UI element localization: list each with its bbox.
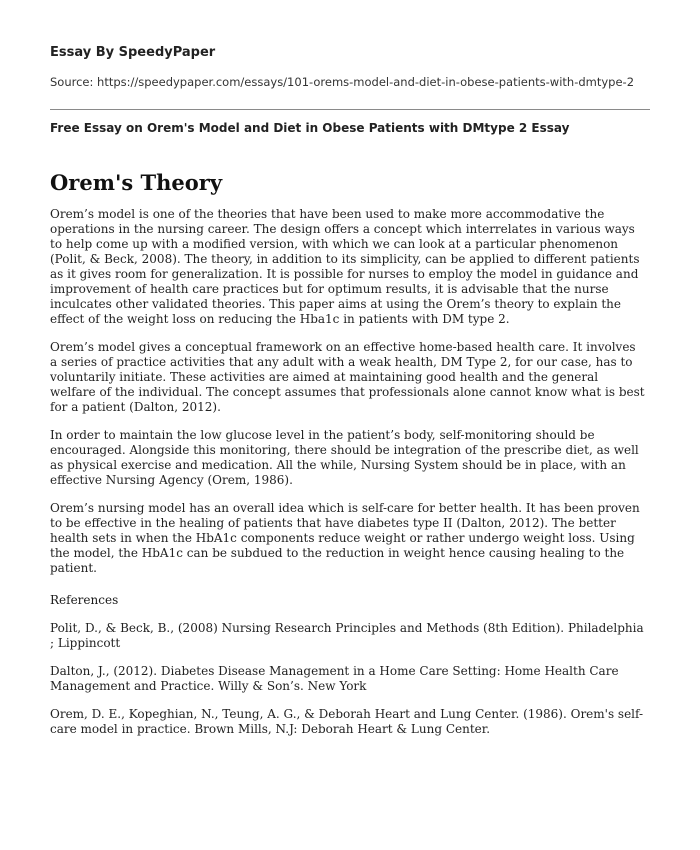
essay-title: Free Essay on Orem's Model and Diet in Obese Patients with DMtype 2 Essay	[50, 121, 570, 135]
paragraph: Orem’s model is one of the theories that have been used to make more accommodative the operations in the nursing career. The design offers a concept which interrelates in various ways to help come up with a modified version, with which we can look at a particular phenomenon (Polit, & Beck, 2008). The theory, in addition to its simplicity, can be applied to different patients as it gives room for generalization. It is possible for nurses to employ the model in guidance and improvement of health care practices but for optimum results, it is advisable that the nurse inculcates other validated theories. This paper aims at using the Orem’s theory to explain the effect of the weight loss on reducing the Hba1c in patients with DM type 2.	[50, 207, 640, 326]
paragraph: Orem’s model gives a conceptual framework on an effective home-based health care. It involves a series of practice activities that any adult with a weak health, DM Type 2, for our case, has to voluntarily initiate. These activities are aimed at maintaining good health and the general welfare of the individual. The concept assumes that professionals alone cannot know what is best for a patient (Dalton, 2012).	[50, 340, 645, 414]
essay-body	[50, 207, 645, 589]
divider	[50, 109, 650, 110]
paragraph: In order to maintain the low glucose level in the patient’s body, self-monitoring should be encouraged. Alongside this monitoring, there should be integration of the prescribe diet, as well as physical exercise and medication. All the while, Nursing System should be in place, with an effective Nursing Agency (Orem, 1986).	[50, 428, 639, 487]
reference-item: Polit, D., & Beck, B., (2008) Nursing Research Principles and Methods (8th Edition). Philadelphia ; Lippincott	[50, 621, 644, 650]
section-heading: Orem's Theory	[50, 170, 223, 195]
references-section	[50, 593, 645, 750]
brand-title: Essay By SpeedyPaper	[50, 45, 216, 60]
reference-item: Dalton, J., (2012). Diabetes Disease Management in a Home Care Setting: Home Health Care Management and Practice. Willy & Son’s. New York	[50, 664, 619, 693]
paragraph: Orem’s nursing model has an overall idea which is self-care for better health. It has been proven to be effective in the healing of patients that have diabetes type II (Dalton, 2012). The better health sets in when the HbA1c components reduce weight or rather undergo weight loss. Using the model, the HbA1c can be subdued to the reduction in weight hence causing healing to the patient.	[50, 501, 640, 575]
source-link[interactable]: Source: https://speedypaper.com/essays/101-orems-model-and-diet-in-obese-patients-with-dmtype-2	[50, 75, 635, 89]
references-heading: References	[50, 593, 119, 607]
reference-item: Orem, D. E., Kopeghian, N., Teung, A. G., & Deborah Heart and Lung Center. (1986). Orem's self-care model in practice. Brown Mills, N.J: Deborah Heart & Lung Center.	[50, 707, 644, 736]
